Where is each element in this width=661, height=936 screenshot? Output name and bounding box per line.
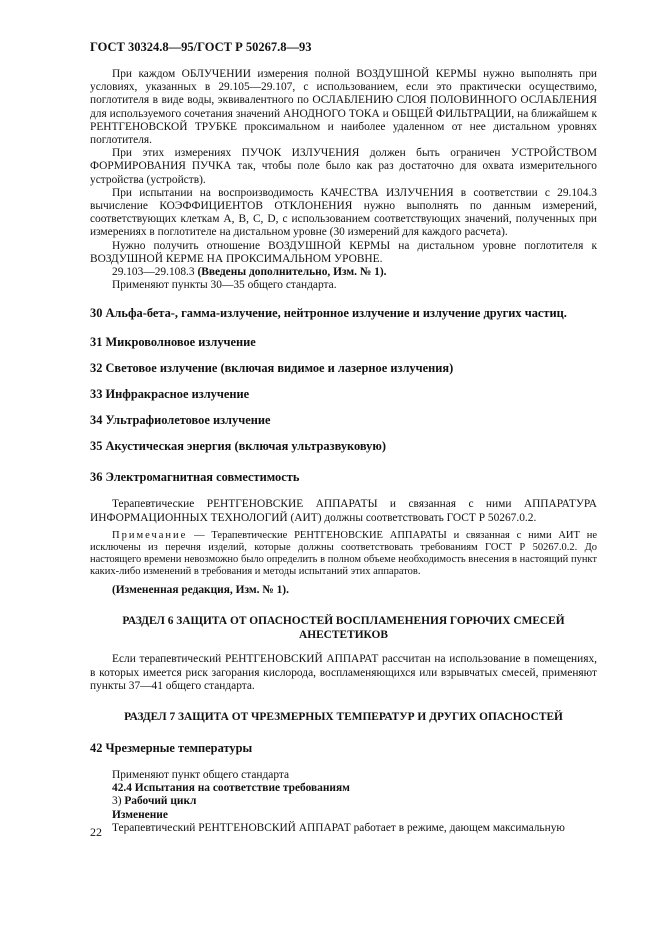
section-36-heading: 36 Электромагнитная совместимость [90,470,300,485]
section-32-heading: 32 Световое излучение (включая видимое и лазерное излучения) [90,361,454,376]
section-36-body: Терапевтические РЕНТГЕНОВСКИЕ АППАРАТЫ и связанная с ними АППАРАТУРА ИНФОРМАЦИОННЫХ ТЕХНОЛОГИЙ (АИТ) должны соответствовать ГОСТ Р 50267.0.2. [90,498,597,524]
paragraph-applicable-clauses: Применяют пункты 30—35 общего стандарта. [112,279,337,292]
document-header: ГОСТ 30324.8—95/ГОСТ Р 50267.8—93 [90,40,312,54]
section-31-heading: 31 Микроволновое излучение [90,335,256,350]
amended-edition-label: (Измененная редакция, Изм. № 1). [112,584,289,597]
item-3-title: Рабочий цикл [124,795,197,808]
part-6-title-line-2: АНЕСТЕТИКОВ [299,629,388,642]
clause-42-4-heading: 42.4 Испытания на соответствие требованиям [112,782,350,795]
page-number: 22 [90,825,102,839]
section-30-heading: 30 Альфа-бета-, гамма-излучение, нейтронное излучение и излучение других частиц. [90,306,567,321]
section-34-heading: 34 Ультрафиолетовое излучение [90,413,271,428]
section-35-heading: 35 Акустическая энергия (включая ультразвуковую) [90,439,386,454]
paragraph-air-kerma-measurement: При каждом ОБЛУЧЕНИИ измерения полной ВОЗДУШНОЙ КЕРМЫ нужно выполнять при условиях, указанных в 29.105—29.107, с использованием, если это практически осуществимо, поглотителя в виде воды, эквивалентного по ОСЛАБЛЕНИЮ СЛОЯ ПОЛОВИННОГО ОСЛАБЛЕНИЯ для используемого сочетания значений АНОДНОГО ТОКА и ОБЩЕЙ ФИЛЬТРАЦИИ, на ближайшем к РЕНТГЕНОВСКОЙ ТРУБКЕ проксимальном и наиболее удаленном от нее дистальном уровнях поглотителя. [90,68,597,147]
item-3-operating-cycle [90,795,597,808]
paragraph-kerma-ratio: Нужно получить отношение ВОЗДУШНОЙ КЕРМЫ на дистальном уровне поглотителя к ВОЗДУШНОЙ КЕРМЕ НА ПРОКСИМАЛЬНОМ УРОВНЕ. [90,239,597,265]
section-42-heading: 42 Чрезмерные температуры [90,741,253,756]
amendment-label: (Введены дополнительно, Изм. № 1). [197,266,387,279]
note-label: Примечание [112,529,188,541]
section-33-heading: 33 Инфракрасное излучение [90,387,250,402]
paragraph-reproducibility: При испытании на воспроизводимость КАЧЕСТВА ИЗЛУЧЕНИЯ в соответствии с 29.104.3 вычисление КОЭФФИЦИЕНТОВ ОТКЛОНЕНИЯ нужно выполнять по данным измерений, соответствующих клеткам A, B, C, D, с использованием соответствующих значений, полученных при измерениях в поглотителе на дистальном уровне (30 измерений для каждого расчета). [90,186,597,239]
page-content [90,68,597,835]
note-text: — Терапевтические РЕНТГЕНОВСКИЕ АППАРАТЫ и связанная с ними АИТ не исключены из перечня изделий, которые должны соответствовать требованиям ГОСТ Р 50267.0.2. До настоящего времени невозможно было определить в полном объеме необходимость внесения в настоящий пункт каких-либо изменений в требования и методы испытаний этих аппаратов. [90,529,597,578]
change-body: Терапевтический РЕНТГЕНОВСКИЙ АППАРАТ работает в режиме, дающем максимальную [112,821,565,834]
part-6-title-line-1: РАЗДЕЛ 6 ЗАЩИТА ОТ ОПАСНОСТЕЙ ВОСПЛАМЕНЕНИЯ ГОРЮЧИХ СМЕСЕЙ [122,615,565,628]
change-label: Изменение [112,808,168,821]
part-6-body: Если терапевтический РЕНТГЕНОВСКИЙ АППАРАТ рассчитан на использование в помещениях, в которых имеется риск загорания кислорода, воспламеняющихся или взрывчатых смесей, применяют пункты 37—41 общего стандарта. [90,653,597,692]
clause-range: 29.103—29.108.3 [112,266,198,279]
part-7-title: РАЗДЕЛ 7 ЗАЩИТА ОТ ЧРЕЗМЕРНЫХ ТЕМПЕРАТУР И ДРУГИХ ОПАСНОСТЕЙ [124,711,563,724]
note-paragraph [90,530,597,578]
paragraph-amendment-note [90,266,597,279]
section-42-general-reference: Применяют пункт общего стандарта [112,769,290,782]
paragraph-beam-limitation: При этих измерениях ПУЧОК ИЗЛУЧЕНИЯ должен быть ограничен УСТРОЙСТВОМ ФОРМИРОВАНИЯ ПУЧКА так, чтобы поле было как раз достаточно для охвата измерительного устройства (устройств). [90,147,597,186]
item-3-number: 3) [112,795,125,808]
